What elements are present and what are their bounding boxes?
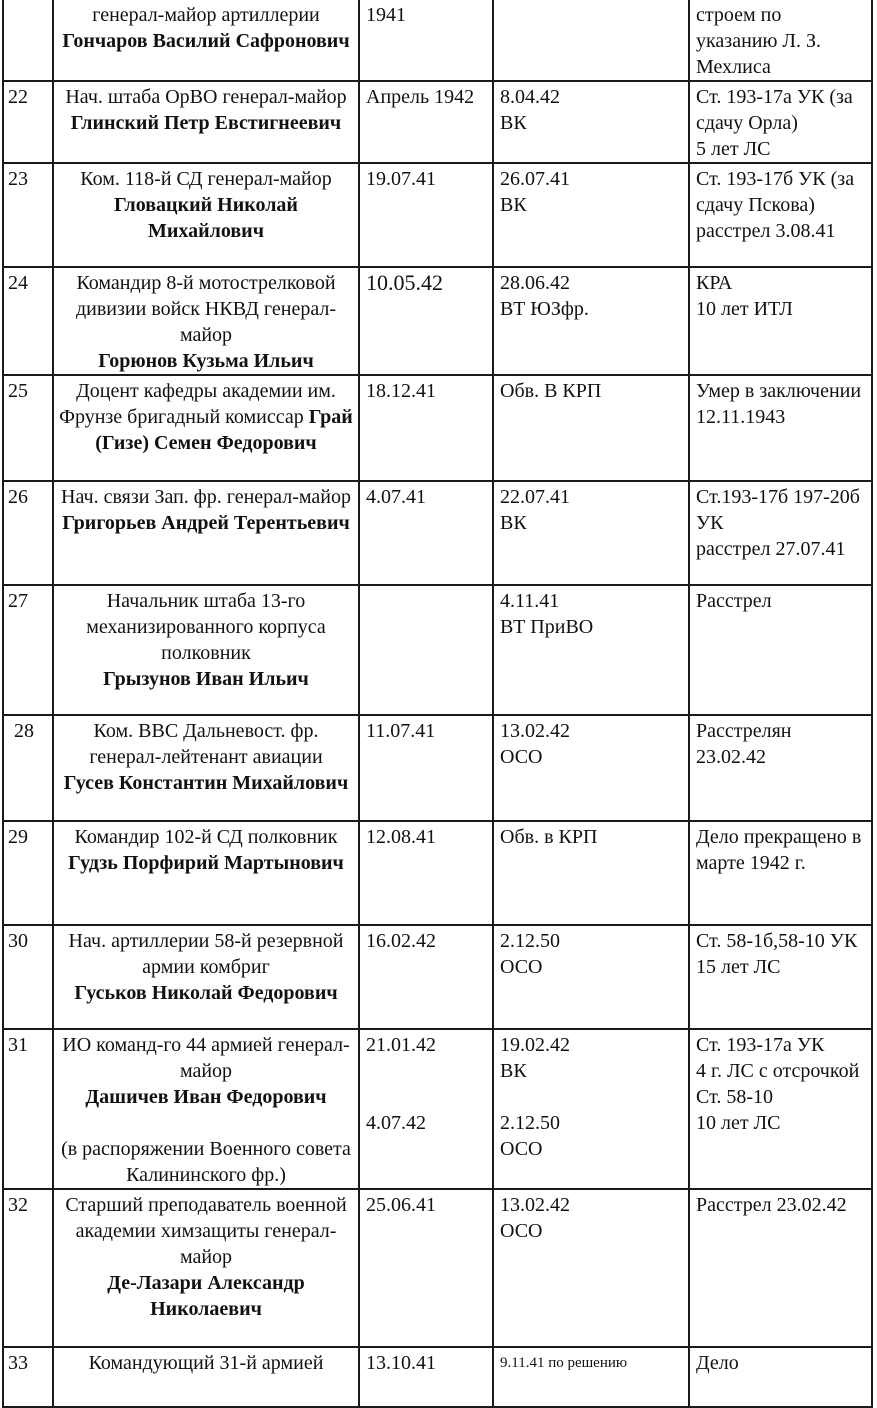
court-body: ВК xyxy=(500,1060,527,1082)
person-name: Глинский Петр Евстигнеевич xyxy=(70,112,342,134)
arrest-date: 12.08.41 xyxy=(359,821,493,925)
court-date: 13.02.42 xyxy=(500,720,570,742)
table-row xyxy=(3,1029,872,1189)
verdict xyxy=(689,81,872,163)
arrest-date xyxy=(359,1029,493,1189)
verdict-line: строем по указанию Л. З. Мехлиса xyxy=(696,4,821,78)
verdict-line: Умер в заключении 12.11.1943 xyxy=(696,380,862,428)
verdict-line: 15 лет ЛС xyxy=(696,956,781,978)
court-body: ОСО xyxy=(500,1220,543,1242)
position-text: генерал-майор артиллерии xyxy=(92,4,320,26)
person-name: Григорьев Андрей Терентьевич xyxy=(62,512,350,534)
arrest-date: 25.06.41 xyxy=(359,1189,493,1347)
court-body: ВТ ПриВО xyxy=(500,616,594,638)
arrest-date xyxy=(359,585,493,715)
row-number: 28 xyxy=(3,715,53,821)
court-date: Обв. в КРП xyxy=(500,826,598,848)
table-row xyxy=(3,821,872,925)
verdict-second-line: Ст. 58-10 xyxy=(696,1086,773,1108)
person-description xyxy=(53,821,359,925)
position-text: Ком. ВВС Дальневост. фр. генерал-лейтенант авиации xyxy=(89,720,323,768)
person-description xyxy=(53,1029,359,1189)
court-date: 4.11.41 xyxy=(500,590,560,612)
spacer xyxy=(366,1084,486,1110)
verdict xyxy=(689,1029,872,1189)
court-info xyxy=(493,925,689,1029)
verdict xyxy=(689,375,872,481)
person-name: Де-Лазари Александр Николаевич xyxy=(107,1272,305,1320)
verdict-line: 10 лет ИТЛ xyxy=(696,298,793,320)
arrest-date: 13.10.41 xyxy=(359,1347,493,1407)
table-row xyxy=(3,0,872,81)
person-description xyxy=(53,925,359,1029)
verdict-line: Расстрел xyxy=(696,590,772,612)
person-name: Гловацкий Николай Михайлович xyxy=(114,194,298,242)
person-name: Гуськов Николай Федорович xyxy=(74,982,338,1004)
verdict-line: Дело прекращено в марте 1942 г. xyxy=(696,826,862,874)
table-row xyxy=(3,715,872,821)
person-description xyxy=(53,0,359,81)
arrest-date: 16.02.42 xyxy=(359,925,493,1029)
verdict-line: Ст. 193-17а УК (за сдачу Орла) xyxy=(696,86,853,134)
row-number: 29 xyxy=(3,821,53,925)
verdict xyxy=(689,715,872,821)
court-date: 22.07.41 xyxy=(500,486,570,508)
arrest-date: 4.07.41 xyxy=(359,481,493,585)
verdict-line: расстрел 3.08.41 xyxy=(696,220,836,242)
court-date: 28.06.42 xyxy=(500,272,570,294)
table-row xyxy=(3,925,872,1029)
court-date: 26.07.41 xyxy=(500,168,570,190)
row-number: 32 xyxy=(3,1189,53,1347)
court-info xyxy=(493,821,689,925)
row-number: 26 xyxy=(3,481,53,585)
arrest-date-second: 4.07.42 xyxy=(366,1112,426,1134)
row-number: 33 xyxy=(3,1347,53,1407)
person-description xyxy=(53,585,359,715)
position-text: Старший преподаватель военной академии химзащиты генерал-майор xyxy=(65,1194,347,1268)
spacer xyxy=(366,1058,486,1084)
arrest-date: Апрель 1942 xyxy=(359,81,493,163)
verdict-line: Ст. 58-1б,58-10 УК xyxy=(696,930,858,952)
court-body: ОСО xyxy=(500,746,543,768)
table-row xyxy=(3,81,872,163)
row-number: 27 xyxy=(3,585,53,715)
spacer xyxy=(58,1110,354,1136)
position-text: Начальник штаба 13-го механизированного корпуса полковник xyxy=(86,590,326,664)
verdict xyxy=(689,481,872,585)
verdict-line: КРА xyxy=(696,272,733,294)
person-description xyxy=(53,375,359,481)
court-date: 8.04.42 xyxy=(500,86,560,108)
verdict-line: 4 г. ЛС с отсрочкой xyxy=(696,1060,860,1082)
court-info xyxy=(493,0,689,81)
spacer xyxy=(500,1084,682,1110)
position-text: Командующий 31-й армией xyxy=(88,1352,324,1374)
position-text: ИО команд-го 44 армией генерал-майор xyxy=(62,1034,350,1082)
position-text: Командир 8-й мотострелковой дивизии войск НКВД генерал-майор xyxy=(75,272,337,346)
person-name: Гудзь Порфирий Мартынович xyxy=(68,852,344,874)
court-info xyxy=(493,1029,689,1189)
person-name: Гусев Константин Михайлович xyxy=(63,772,349,794)
court-body-second: ОСО xyxy=(500,1138,543,1160)
position-text: Ком. 118-й СД генерал-майор xyxy=(80,168,332,190)
verdict xyxy=(689,925,872,1029)
court-body: ВТ ЮЗфр. xyxy=(500,298,589,320)
arrest-date: 18.12.41 xyxy=(359,375,493,481)
court-info xyxy=(493,1189,689,1347)
person-description xyxy=(53,1189,359,1347)
person-description xyxy=(53,267,359,375)
table-row xyxy=(3,163,872,267)
row-number: 23 xyxy=(3,163,53,267)
person-name: Грай (Гизе) Семен Федорович xyxy=(95,406,353,454)
person-description xyxy=(53,715,359,821)
verdict-line: Расстрелян 23.02.42 xyxy=(696,720,792,768)
verdict-line: Ст. 193-17а УК xyxy=(696,1034,825,1056)
table-row xyxy=(3,481,872,585)
verdict-line: Ст.193-17б 197-20б УК xyxy=(696,486,860,534)
court-info xyxy=(493,481,689,585)
row-number: 24 xyxy=(3,267,53,375)
verdict-line: Дело xyxy=(696,1352,739,1374)
person-description xyxy=(53,1347,359,1407)
arrest-date: 1941 xyxy=(359,0,493,81)
assignment-note: (в распоряжении Военного совета Калининского фр.) xyxy=(61,1138,351,1186)
verdict-line: расстрел 27.07.41 xyxy=(696,538,846,560)
person-description xyxy=(53,81,359,163)
person-name: Грызунов Иван Ильич xyxy=(103,668,309,690)
court-date: 2.12.50 xyxy=(500,930,560,952)
arrest-date-first: 21.01.42 xyxy=(366,1034,436,1056)
position-text: Доцент кафедры академии им. Фрунзе бригадный комиссар xyxy=(59,380,336,428)
arrest-date: 10.05.42 xyxy=(359,267,493,375)
row-number: 30 xyxy=(3,925,53,1029)
court-body: ВК xyxy=(500,512,527,534)
person-name: Горюнов Кузьма Ильич xyxy=(98,350,314,372)
table-row xyxy=(3,1189,872,1347)
court-body: ОСО xyxy=(500,956,543,978)
court-date-second: 2.12.50 xyxy=(500,1112,560,1134)
verdict xyxy=(689,585,872,715)
court-date: 13.02.42 xyxy=(500,1194,570,1216)
verdict-line: Расстрел 23.02.42 xyxy=(696,1194,847,1216)
position-text: Нач. артиллерии 58-й резервной армии комбриг xyxy=(68,930,344,978)
court-info xyxy=(493,375,689,481)
row-number: 22 xyxy=(3,81,53,163)
court-date: Обв. В КРП xyxy=(500,380,602,402)
person-description xyxy=(53,481,359,585)
court-info xyxy=(493,1347,689,1407)
table-row xyxy=(3,375,872,481)
court-info xyxy=(493,267,689,375)
verdict-line: Ст. 193-17б УК (за сдачу Пскова) xyxy=(696,168,855,216)
verdict-line: 5 лет ЛС xyxy=(696,138,771,160)
row-number xyxy=(3,0,53,81)
arrest-date: 19.07.41 xyxy=(359,163,493,267)
verdict-second-line: 10 лет ЛС xyxy=(696,1112,781,1134)
court-info xyxy=(493,163,689,267)
court-body: ВК xyxy=(500,112,527,134)
table-row xyxy=(3,267,872,375)
position-text: Нач. штаба ОрВО генерал-майор xyxy=(65,86,347,108)
arrest-date: 11.07.41 xyxy=(359,715,493,821)
table-row xyxy=(3,1347,872,1407)
court-info xyxy=(493,81,689,163)
position-text: Командир 102-й СД полковник xyxy=(74,826,338,848)
verdict xyxy=(689,821,872,925)
court-body: ВК xyxy=(500,194,527,216)
court-info xyxy=(493,585,689,715)
row-number: 31 xyxy=(3,1029,53,1189)
position-text: Нач. связи Зап. фр. генерал-майор xyxy=(61,486,351,508)
row-number: 25 xyxy=(3,375,53,481)
verdict xyxy=(689,163,872,267)
verdict xyxy=(689,1347,872,1407)
verdict xyxy=(689,0,872,81)
verdict xyxy=(689,267,872,375)
person-description xyxy=(53,163,359,267)
table-row xyxy=(3,585,872,715)
person-name: Дашичев Иван Федорович xyxy=(85,1086,327,1108)
court-date: 9.11.41 по решению xyxy=(500,1355,628,1371)
person-name: Гончаров Василий Сафронович xyxy=(62,30,350,52)
repression-table xyxy=(2,0,873,1408)
court-info xyxy=(493,715,689,821)
verdict xyxy=(689,1189,872,1347)
court-date: 19.02.42 xyxy=(500,1034,570,1056)
